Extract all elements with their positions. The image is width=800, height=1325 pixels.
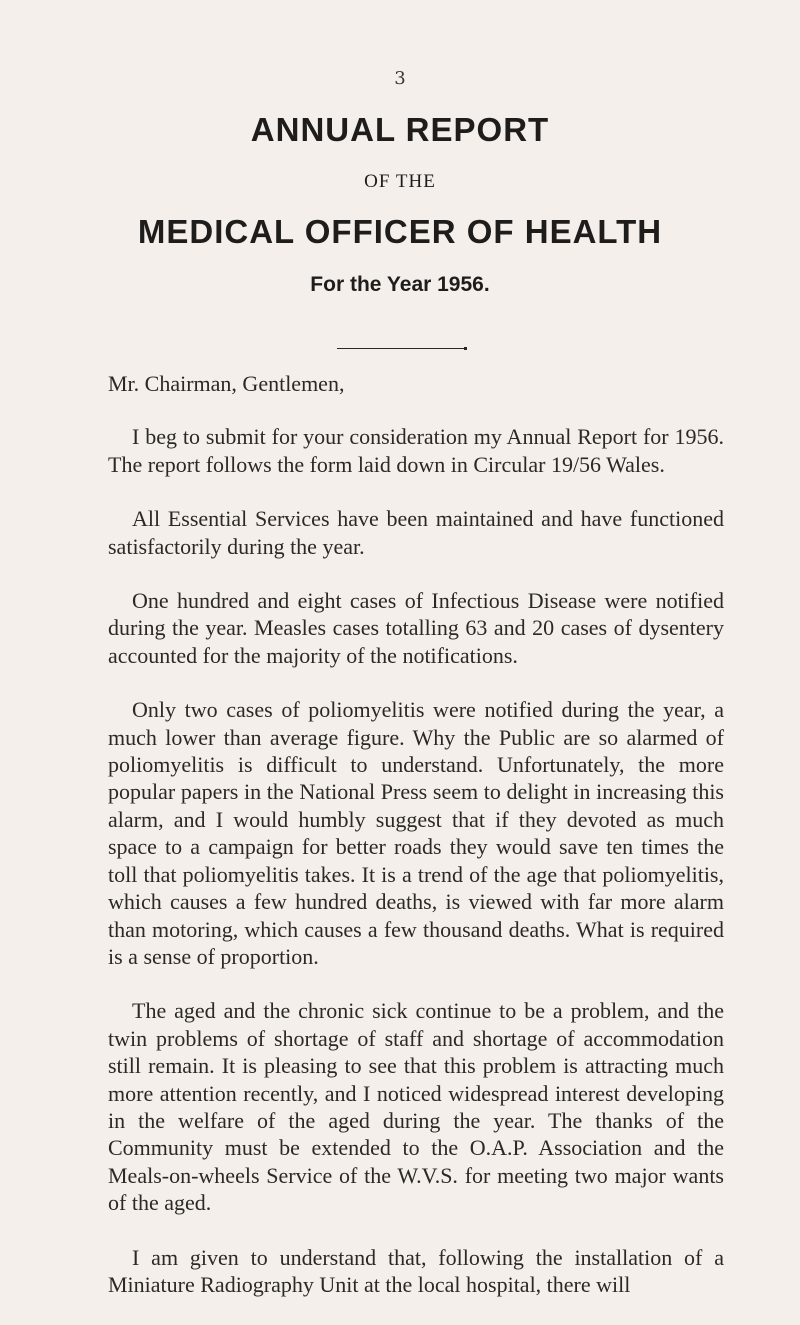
page-number: 3 — [394, 68, 406, 89]
report-body — [108, 370, 724, 1325]
report-year: For the Year 1956. — [310, 273, 490, 296]
paragraph: One hundred and eight cases of Infectious Disease were notified during the year. Measles cases totalling 63 and 20 cases of dysentery accounted for the majority of the notifications. — [108, 588, 724, 668]
title-divider — [337, 348, 465, 349]
paragraph: I beg to submit for your consideration my Annual Report for 1956. The report follows the form laid down in Circular 19/56 Wales. — [108, 424, 724, 477]
salutation: Mr. Chairman, Gentlemen, — [108, 371, 345, 396]
title-block — [0, 110, 800, 298]
paragraph: All Essential Services have been maintained and have functioned satisfactorily during the year. — [108, 506, 724, 559]
paragraph: I am given to understand that, following the installation of a Miniature Radiography Unit at the local hospital, there will — [108, 1244, 724, 1297]
paragraph: Only two cases of poliomyelitis were notified during the year, a much lower than average figure. Why the Public are so alarmed of poliomyelitis is difficult to understand. Unfortunately, the more popular papers in the National Press seem to delight in increasing this alarm, and I would humbly suggest that if they devoted as much space to a campaign for better roads they would save ten times the toll that poliomyelitis takes. It is a trend of the age that poliomyelitis, which causes a few hundred deaths, is viewed with far more alarm than motoring, which causes a few thousand deaths. What is required is a sense of proportion. — [108, 697, 724, 969]
report-subject: MEDICAL OFFICER OF HEALTH — [137, 213, 663, 250]
report-title-connector: OF THE — [364, 171, 436, 192]
report-title: ANNUAL REPORT — [250, 111, 550, 148]
paragraph: The aged and the chronic sick continue to be a problem, and the twin problems of shortage of staff and shortage of accommodation still remain. It is pleasing to see that this problem is attracting much more attention recently, and I noticed widespread interest developing in the welfare of the aged during the year. The thanks of the Community must be extended to the O.A.P. Association and the Meals-on-wheels Service of the W.V.S. for meeting two major wants of the aged. — [108, 998, 724, 1216]
